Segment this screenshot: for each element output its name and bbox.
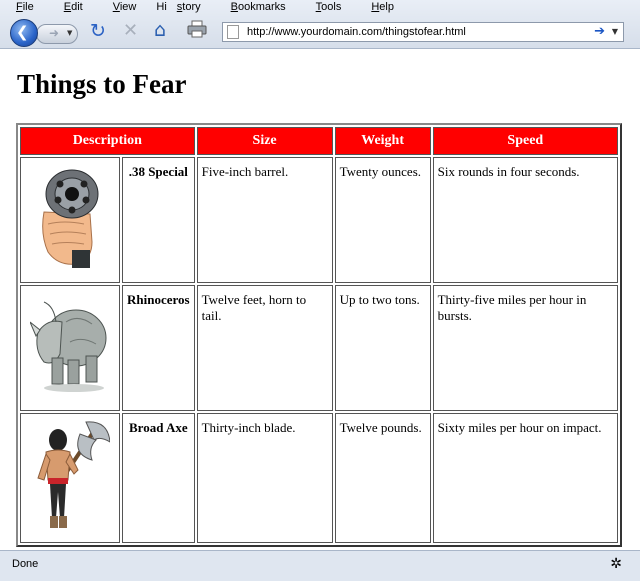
browser-chrome xyxy=(0,0,640,49)
revolver-image-cell xyxy=(20,157,120,283)
table-row xyxy=(20,157,618,283)
address-bar[interactable] xyxy=(222,22,624,42)
forward-arrow-icon: ➜ xyxy=(49,26,60,40)
header-size: Size xyxy=(197,127,333,155)
item-weight: Twelve pounds. xyxy=(335,413,431,543)
page-icon xyxy=(227,25,239,39)
item-name: .38 Special xyxy=(122,157,195,283)
item-weight: Twenty ounces. xyxy=(335,157,431,283)
table-row xyxy=(20,413,618,543)
go-arrow-icon[interactable]: ➔ xyxy=(594,24,605,39)
menu-view[interactable]: View xyxy=(112,1,137,13)
menu-history[interactable]: Hi story xyxy=(156,1,201,13)
item-size: Twelve feet, horn to tail. xyxy=(197,285,333,411)
menu-help[interactable]: Help xyxy=(371,1,394,13)
firebug-icon[interactable]: ✲ xyxy=(610,556,622,572)
menu-edit[interactable]: Edit xyxy=(63,1,83,13)
status-bar xyxy=(0,550,640,581)
header-speed: Speed xyxy=(433,127,618,155)
rhinoceros-icon xyxy=(30,292,110,396)
table-row xyxy=(20,285,618,411)
rhinoceros-image-cell xyxy=(20,285,120,411)
status-text: Done xyxy=(12,558,39,570)
item-speed: Thirty-five miles per hour in bursts. xyxy=(433,285,618,411)
menu-tools[interactable]: Tools xyxy=(315,1,342,13)
forward-button[interactable] xyxy=(36,24,78,44)
back-arrow-icon: ❮ xyxy=(16,23,29,41)
menu-file[interactable]: File xyxy=(16,1,34,13)
header-description: Description xyxy=(20,127,195,155)
header-weight: Weight xyxy=(335,127,431,155)
item-size: Thirty-inch blade. xyxy=(197,413,333,543)
navigation-toolbar xyxy=(0,17,640,47)
page-content xyxy=(0,49,640,549)
item-speed: Six rounds in four seconds. xyxy=(433,157,618,283)
url-dropdown-icon[interactable]: ▼ xyxy=(611,27,618,36)
item-name: Broad Axe xyxy=(122,413,195,543)
item-name: Rhinoceros xyxy=(122,285,195,411)
executioner-image-cell xyxy=(20,413,120,543)
back-button[interactable] xyxy=(10,19,38,47)
menu-bookmarks[interactable]: Bookmarks xyxy=(230,1,286,13)
page-title: Things to Fear xyxy=(17,69,187,99)
executioner-axe-icon xyxy=(30,420,110,532)
item-speed: Sixty miles per hour on impact. xyxy=(433,413,618,543)
revolver-hand-icon xyxy=(34,164,106,268)
url-input[interactable]: http://www.yourdomain.com/thingstofear.html xyxy=(247,26,466,38)
table-header-row xyxy=(20,127,618,155)
print-icon[interactable] xyxy=(187,20,207,38)
reload-icon[interactable]: ↻ xyxy=(90,20,106,42)
home-icon[interactable]: ⌂ xyxy=(154,19,167,41)
item-size: Five-inch barrel. xyxy=(197,157,333,283)
stop-icon[interactable]: ✕ xyxy=(123,20,139,41)
history-dropdown-icon[interactable]: ▼ xyxy=(67,29,73,37)
menu-bar xyxy=(6,1,414,15)
item-weight: Up to two tons. xyxy=(335,285,431,411)
things-table xyxy=(16,123,622,547)
